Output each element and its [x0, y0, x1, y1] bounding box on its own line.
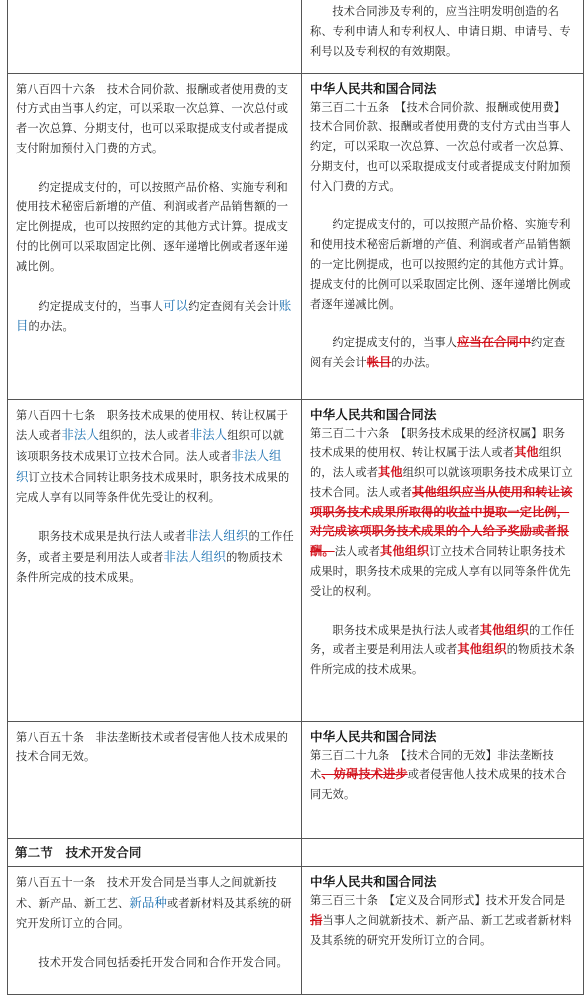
changed-word: 非法人组织	[163, 549, 227, 565]
text-span: 组织的，法人或者	[98, 429, 190, 443]
deleted-words: 帐目	[366, 355, 392, 370]
article-text	[16, 526, 294, 587]
article-text: 约定提成支付的，可以按照产品价格、实施专利和使用技术秘密后新增的产值、利润或者产品销售额的一定比例提成，也可以按照约定的其他方式计算。提成支付的比例可以采取固定比例、逐年递增比例或者逐年递减比例。	[16, 180, 289, 273]
text-span: 的办法。	[391, 356, 437, 370]
section-heading: 第二节 技术开发合同	[8, 838, 302, 867]
right-cell	[302, 721, 584, 838]
article-text	[16, 406, 294, 508]
left-cell	[8, 0, 302, 73]
table-row	[8, 0, 584, 73]
text-span: 订立技术合同转让职务技术成果时，职务技术成果的完成人享有以同等条件优先受让的权利。	[16, 470, 290, 504]
text-span: 组织的，法人或者	[310, 446, 562, 480]
text-span: 第三百二十九条 【技术合同的无效】非法垄断技术	[310, 748, 554, 782]
text-span: 约定提成支付的，当事人	[332, 336, 458, 350]
article-text: 技术开发合同包括委托开发合同和合作开发合同。	[38, 955, 288, 969]
changed-word: 可以	[163, 297, 189, 313]
text-span: 第八百四十七条 职务技术成果的使用权、转让权属于法人或者	[16, 408, 289, 443]
text-span: 的办法。	[28, 320, 74, 334]
table-row	[8, 73, 584, 399]
changed-word: 其他组织	[380, 544, 430, 559]
changed-word: 非法人	[189, 427, 228, 443]
text-span: 约定查阅有关会计	[310, 336, 566, 370]
table-row	[8, 838, 584, 867]
text-span: 约定查阅有关会计	[188, 299, 279, 313]
changed-word: 非法人	[61, 427, 99, 443]
text-span: 约定提成支付的，当事人	[38, 299, 164, 313]
left-cell	[8, 721, 302, 838]
left-cell	[8, 399, 302, 721]
text-span: 的物质技术条件所完成的技术成果。	[310, 643, 575, 677]
right-cell	[302, 0, 584, 73]
article-text	[16, 296, 294, 338]
deleted-words: 、妨碍技术进步	[321, 767, 408, 782]
changed-word: 账目	[16, 297, 292, 334]
text-span: 组织可以就该项职务技术成果订立技术合同。法人或者	[310, 466, 573, 499]
article-text	[310, 424, 576, 602]
changed-word: 其他组织	[457, 642, 507, 657]
law-title: 中华人民共和国合同法	[310, 80, 437, 96]
text-span: 法人或者	[334, 545, 381, 559]
right-cell	[302, 399, 584, 721]
table-row	[8, 867, 584, 995]
text-span: 或者新材料及其系统的研究开发所订立的合同。	[16, 897, 292, 930]
deleted-words: 应当在合同中	[457, 335, 532, 350]
text-span: 职务技术成果是执行法人或者	[332, 623, 480, 637]
text-span: 第三百二十六条 【职务技术成果的经济权属】职务技术成果的使用权、转让权属于法人或者	[310, 426, 566, 460]
text-span: 的工作任务，或者主要是利用法人或者	[16, 530, 294, 565]
article-text	[310, 746, 576, 805]
changed-word: 非法人组织	[185, 528, 249, 544]
article-text: 技术合同涉及专利的，应当注明发明创造的名称、专利申请人和专利权人、申请日期、申请号、专利号以及专利权的有效期限。	[310, 5, 571, 58]
text-span: 第八百五十一条 技术开发合同是当事人之间就新技术、新产品、新工艺、	[16, 876, 277, 911]
left-cell	[8, 867, 302, 995]
changed-word: 其他组织	[479, 622, 530, 637]
article-text: 约定提成支付的，可以按照产品价格、实施专利和使用技术秘密后新增的产值、利润或者产品销售额的一定比例提成，也可以按照约定的其他方式计算。提成支付的比例可以采取固定比例、逐年递增比例或者逐年递减比例。	[310, 218, 571, 311]
text-span: 的物质技术条件所完成的技术成果。	[16, 551, 283, 585]
comparison-table	[7, 0, 584, 995]
changed-word: 非法人组织	[16, 448, 282, 484]
text-span: 第三百三十条 【定义及合同形式】技术开发合同是	[310, 894, 566, 908]
text-span: 或者侵害他人技术成果的技术合同无效。	[310, 768, 567, 802]
text-span: 订立技术合同转让职务技术成果时，职务技术成果的完成人享有以同等条件优先受让的权利。	[310, 545, 571, 598]
article-text: 第八百五十条 非法垄断技术或者侵害他人技术成果的技术合同无效。	[16, 730, 289, 764]
article-text	[16, 873, 294, 933]
text-span: 组织可以就该项职务技术成果订立技术合同。法人或者	[16, 429, 285, 464]
article-text	[310, 891, 576, 950]
article-text	[310, 621, 576, 680]
changed-word: 其他	[514, 445, 539, 460]
article-text: 第八百四十六条 技术合同价款、报酬或者使用费的支付方式由当事人约定，可以采取一次总算、一次总付或者一次总算、分期支付，也可以采取提成支付或者提成支付附加预付入门费的方式。	[16, 82, 289, 155]
table-row	[8, 721, 584, 838]
law-title: 中华人民共和国合同法	[310, 728, 437, 744]
right-cell	[302, 838, 584, 867]
law-title: 中华人民共和国合同法	[310, 406, 437, 422]
article-text: 第三百二十五条 【技术合同价款、报酬或使用费】技术合同价款、报酬或者使用费的支付方式由当事人约定，可以采取一次总算、一次总付或者一次总算、分期支付，也可以采取提成支付或者提成支付附加预付入门费的方式。	[310, 100, 571, 193]
text-span: 当事人之间就新技术、新产品、新工艺或者新材料及其系统的研究开发所订立的合同。	[310, 914, 572, 947]
table-row	[8, 399, 584, 721]
law-title: 中华人民共和国合同法	[310, 874, 437, 890]
left-cell	[8, 73, 302, 399]
deleted-words: 指	[310, 913, 323, 928]
changed-word: 其他	[378, 465, 403, 480]
text-span: 职务技术成果是执行法人或者	[38, 530, 186, 544]
right-cell	[302, 867, 584, 995]
article-text	[310, 333, 576, 373]
right-cell	[302, 73, 584, 399]
text-span: 的工作任务，或者主要是利用法人或者	[310, 623, 575, 657]
changed-word: 新品种	[129, 895, 168, 911]
deleted-words: 其他组织应当从使用和转让该项职务技术成果所取得的收益中提取一定比例，对完成该项职务技术成果的个人给予奖励或者报酬。	[310, 484, 573, 559]
